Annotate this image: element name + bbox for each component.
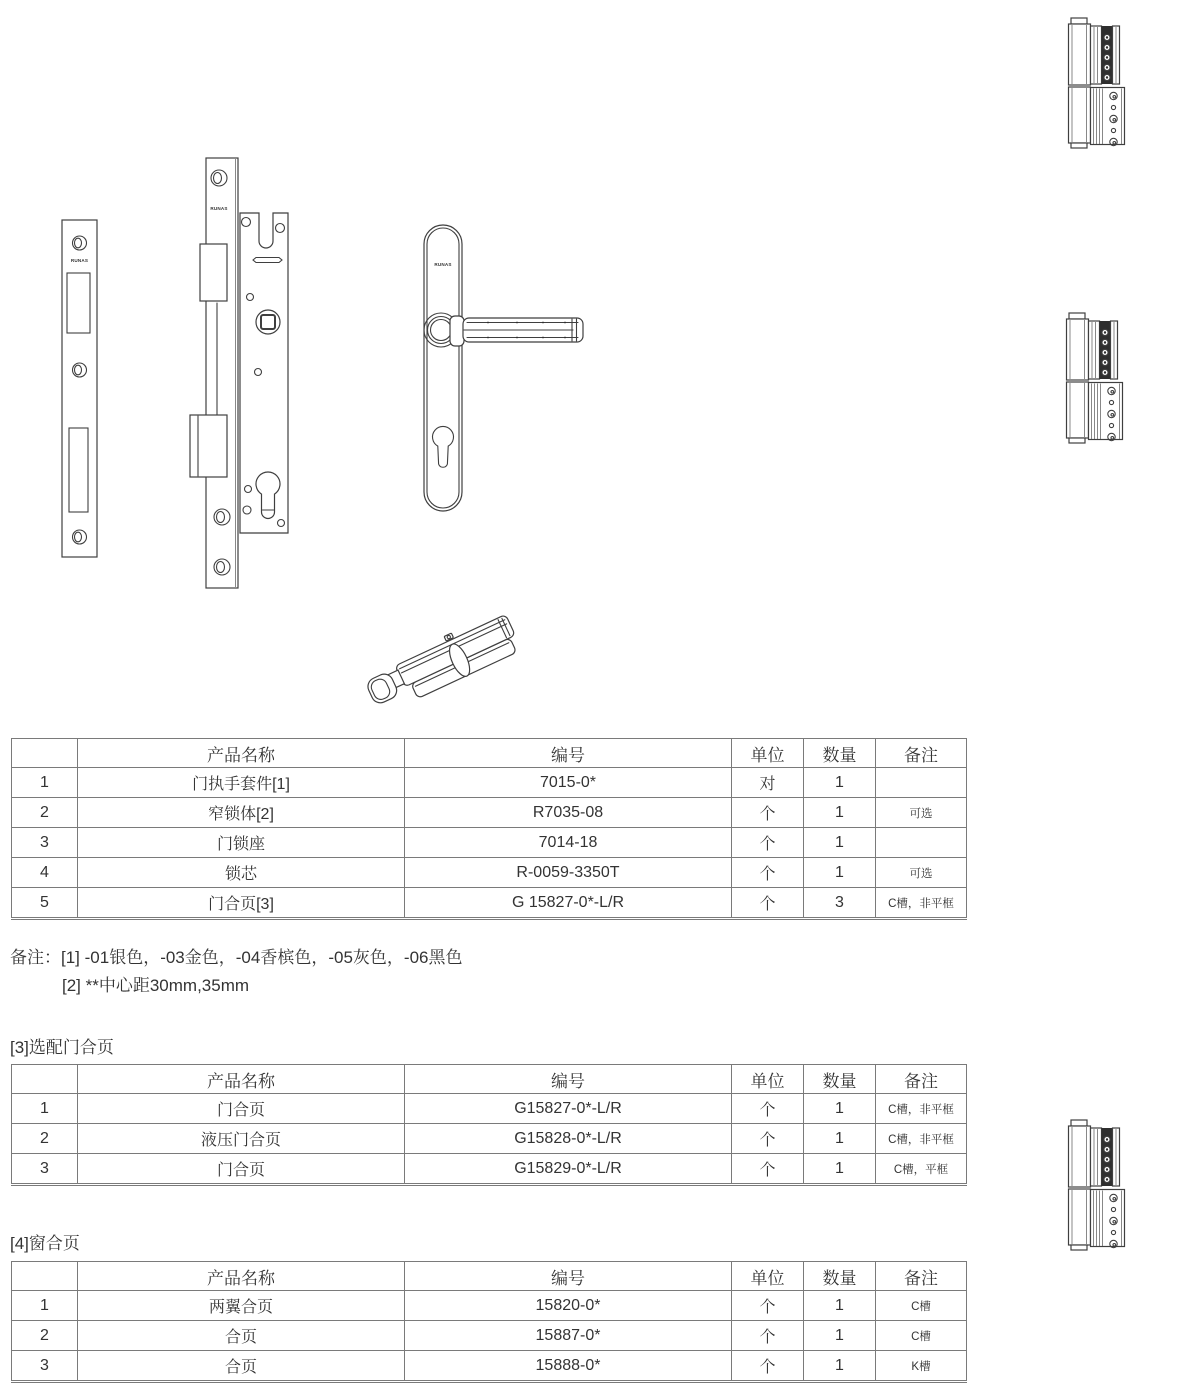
column-header: 产品名称 bbox=[78, 1262, 405, 1291]
table-cell: 3 bbox=[12, 828, 78, 858]
table-cell: 1 bbox=[804, 828, 876, 858]
table-cell: 1 bbox=[804, 798, 876, 828]
table-cell: 门锁座 bbox=[78, 828, 405, 858]
table-cell: 1 bbox=[804, 768, 876, 798]
table-cell: 1 bbox=[804, 1094, 876, 1124]
table-cell: 2 bbox=[12, 1124, 78, 1154]
column-header: 备注 bbox=[876, 1262, 967, 1291]
table-cell: 15887-0* bbox=[405, 1321, 732, 1351]
table-cell: C槽，平框 bbox=[876, 1154, 967, 1185]
table-cell: 门合页[3] bbox=[78, 888, 405, 919]
table-cell: 个 bbox=[732, 828, 804, 858]
table-cell: 可选 bbox=[876, 858, 967, 888]
table-cell: 个 bbox=[732, 1124, 804, 1154]
notes-text-2: [2] **中心距30mm,35mm bbox=[62, 976, 250, 995]
table-cell: 15888-0* bbox=[405, 1351, 732, 1382]
brand-logo: RUNAS bbox=[434, 262, 452, 267]
table-cell: 门合页 bbox=[78, 1154, 405, 1185]
notes-line-2 bbox=[62, 972, 249, 1000]
column-header: 单位 bbox=[732, 1262, 804, 1291]
hinge-drawing-2 bbox=[1067, 313, 1123, 443]
table-cell: K槽 bbox=[876, 1351, 967, 1382]
table-cell: 窄锁体[2] bbox=[78, 798, 405, 828]
table-row bbox=[12, 1351, 967, 1382]
table-cell: 2 bbox=[12, 1321, 78, 1351]
table-row bbox=[12, 768, 967, 798]
column-header: 编号 bbox=[405, 1262, 732, 1291]
table-cell: 1 bbox=[12, 1094, 78, 1124]
notes-label: 备注： bbox=[10, 948, 61, 967]
brand-logo: RUNAS bbox=[210, 206, 228, 211]
table-cell: 7014-18 bbox=[405, 828, 732, 858]
brand-logo: RUNAS bbox=[70, 258, 89, 263]
table-cell: 可选 bbox=[876, 798, 967, 828]
table-cell: 锁芯 bbox=[78, 858, 405, 888]
table-cell: 个 bbox=[732, 798, 804, 828]
table-cell: 对 bbox=[732, 768, 804, 798]
table-cell: C槽，非平框 bbox=[876, 1094, 967, 1124]
table-header-row bbox=[12, 1262, 967, 1291]
mortise-lock-drawing bbox=[190, 158, 288, 588]
door-handle-drawing bbox=[424, 225, 583, 511]
table-cell: G15827-0*-L/R bbox=[405, 1094, 732, 1124]
table-header-row bbox=[12, 1065, 967, 1094]
table-cell: 3 bbox=[12, 1351, 78, 1382]
table-header-row bbox=[12, 739, 967, 768]
table-cell bbox=[876, 828, 967, 858]
column-header: 数量 bbox=[804, 1262, 876, 1291]
table-cell: 合页 bbox=[78, 1351, 405, 1382]
column-header: 产品名称 bbox=[78, 1065, 405, 1094]
column-header bbox=[12, 1065, 78, 1094]
column-header: 备注 bbox=[876, 1065, 967, 1094]
table-cell: G15829-0*-L/R bbox=[405, 1154, 732, 1185]
table-cell: 液压门合页 bbox=[78, 1124, 405, 1154]
table-cell: 门执手套件[1] bbox=[78, 768, 405, 798]
table-row bbox=[12, 888, 967, 919]
table-cell: 1 bbox=[804, 1351, 876, 1382]
product-table-door-hinges bbox=[11, 1064, 967, 1186]
table-cell: 3 bbox=[804, 888, 876, 919]
table-cell: C槽 bbox=[876, 1321, 967, 1351]
table-cell: C槽，非平框 bbox=[876, 1124, 967, 1154]
table-row bbox=[12, 1321, 967, 1351]
table-cell: 1 bbox=[804, 858, 876, 888]
table-cell: 个 bbox=[732, 1291, 804, 1321]
table-row bbox=[12, 858, 967, 888]
column-header: 编号 bbox=[405, 739, 732, 768]
table-cell: 个 bbox=[732, 1094, 804, 1124]
table-cell: 1 bbox=[804, 1291, 876, 1321]
table-cell: R7035-08 bbox=[405, 798, 732, 828]
table-row bbox=[12, 1154, 967, 1185]
table-cell bbox=[876, 768, 967, 798]
table-row bbox=[12, 1094, 967, 1124]
table-cell: R-0059-3350T bbox=[405, 858, 732, 888]
table-cell: 1 bbox=[804, 1154, 876, 1185]
product-table-window-hinges bbox=[11, 1261, 967, 1383]
column-header bbox=[12, 739, 78, 768]
table-cell: 两翼合页 bbox=[78, 1291, 405, 1321]
table-cell: G15828-0*-L/R bbox=[405, 1124, 732, 1154]
section-title-window-hinges: [4]窗合页 bbox=[10, 1234, 80, 1253]
lock-cylinder-drawing bbox=[362, 609, 523, 716]
table-cell: 1 bbox=[804, 1124, 876, 1154]
column-header: 单位 bbox=[732, 1065, 804, 1094]
table-cell: 15820-0* bbox=[405, 1291, 732, 1321]
table-row bbox=[12, 1291, 967, 1321]
column-header: 编号 bbox=[405, 1065, 732, 1094]
table-cell: 门合页 bbox=[78, 1094, 405, 1124]
table-cell: 7015-0* bbox=[405, 768, 732, 798]
hinge-drawing-3 bbox=[1069, 1120, 1125, 1250]
table-row bbox=[12, 828, 967, 858]
column-header: 备注 bbox=[876, 739, 967, 768]
table-cell: 个 bbox=[732, 858, 804, 888]
table-cell: 4 bbox=[12, 858, 78, 888]
column-header: 数量 bbox=[804, 739, 876, 768]
table-cell: G 15827-0*-L/R bbox=[405, 888, 732, 919]
section-title-door-hinges: [3]选配门合页 bbox=[10, 1038, 114, 1057]
table-cell: C槽，非平框 bbox=[876, 888, 967, 919]
column-header bbox=[12, 1262, 78, 1291]
column-header: 产品名称 bbox=[78, 739, 405, 768]
table-cell: 1 bbox=[12, 1291, 78, 1321]
strike-plate-drawing bbox=[62, 220, 97, 557]
hinge-drawing-1 bbox=[1069, 18, 1125, 148]
table-cell: 个 bbox=[732, 888, 804, 919]
column-header: 单位 bbox=[732, 739, 804, 768]
product-table-main bbox=[11, 738, 967, 920]
table-row bbox=[12, 1124, 967, 1154]
table-row bbox=[12, 798, 967, 828]
table-cell: 1 bbox=[12, 768, 78, 798]
table-cell: C槽 bbox=[876, 1291, 967, 1321]
column-header: 数量 bbox=[804, 1065, 876, 1094]
table-cell: 个 bbox=[732, 1154, 804, 1185]
table-cell: 5 bbox=[12, 888, 78, 919]
table-cell: 3 bbox=[12, 1154, 78, 1185]
table-cell: 个 bbox=[732, 1321, 804, 1351]
table-cell: 个 bbox=[732, 1351, 804, 1382]
notes-text-1: [1] -01银色，-03金色，-04香槟色，-05灰色，-06黑色 bbox=[61, 948, 463, 967]
notes-line-1 bbox=[10, 944, 462, 972]
table-cell: 1 bbox=[804, 1321, 876, 1351]
table-cell: 2 bbox=[12, 798, 78, 828]
table-cell: 合页 bbox=[78, 1321, 405, 1351]
